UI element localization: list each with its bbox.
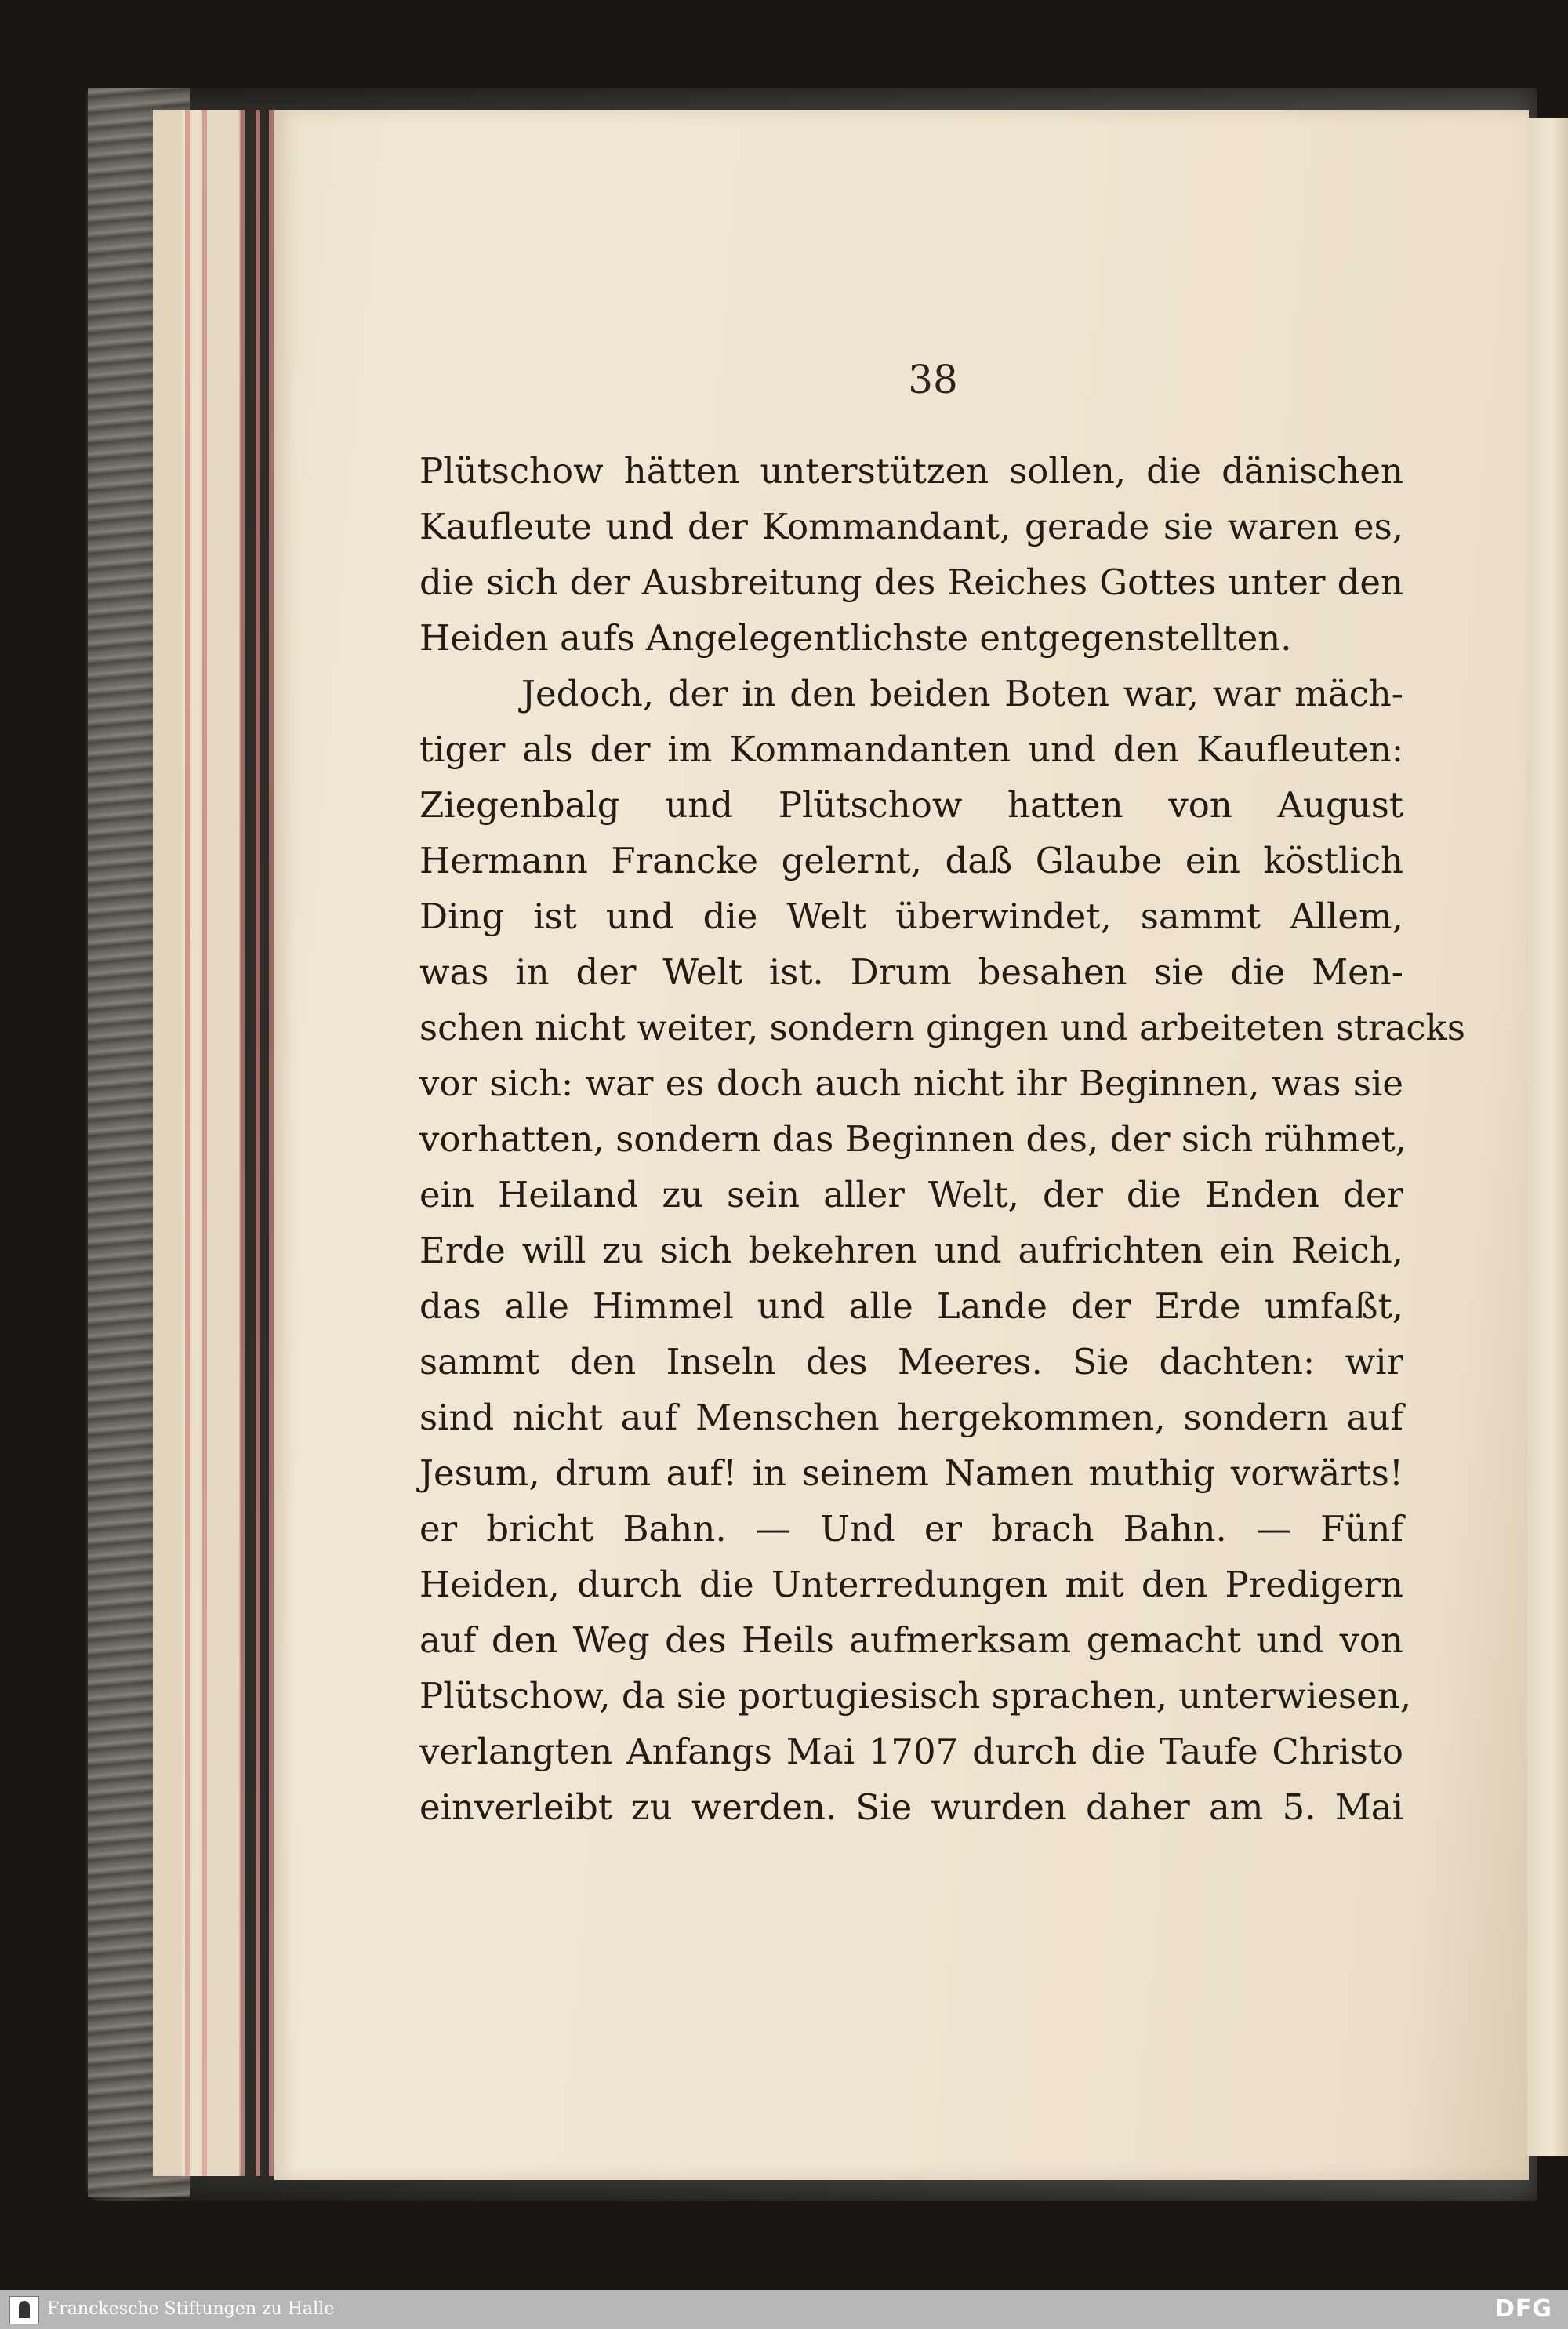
text-line: sammt den Inseln des Meeres. Sie dachten: wir: [419, 1341, 1403, 1383]
text-line: ein Heiland zu sein aller Welt, der die Enden der: [419, 1174, 1403, 1215]
francke-logo-icon: [9, 2296, 39, 2324]
text-line: verlangten Anfangs Mai 1707 durch die Taufe Christo: [419, 1731, 1403, 1772]
text-line: Kaufleute und der Kommandant, gerade sie waren es,: [419, 506, 1403, 547]
viewer-footer: [0, 2290, 1568, 2329]
red-page-edge: [185, 110, 190, 2176]
text-line: Jedoch, der in den beiden Boten war, war mäch-: [521, 673, 1403, 714]
text-line: Erde will zu sich bekehren und aufrichten ein Reich,: [419, 1230, 1403, 1271]
text-line: das alle Himmel und alle Lande der Erde umfaßt,: [419, 1285, 1403, 1327]
text-line: Heiden aufs Angelegentlichste entgegenstellten.: [419, 617, 1292, 659]
red-page-edge: [256, 110, 260, 2176]
text-line: Plütschow hätten unterstützen sollen, die dänischen: [419, 450, 1403, 492]
footer-caption: Franckesche Stiftungen zu Halle: [47, 2299, 335, 2319]
text-line: Jesum, drum auf! in seinem Namen muthig vorwärts!: [419, 1452, 1403, 1494]
text-line: vor sich: war es doch auch nicht ihr Beginnen, was sie: [419, 1063, 1403, 1104]
text-line: einverleibt zu werden. Sie wurden daher am 5. Mai: [419, 1786, 1403, 1828]
red-page-edge: [269, 110, 274, 2176]
text-line: er bricht Bahn. — Und er brach Bahn. — Fünf: [419, 1508, 1403, 1550]
text-line: Ziegenbalg und Plütschow hatten von August: [419, 784, 1403, 826]
text-line: schen nicht weiter, sondern gingen und arbeiteten stracks: [419, 1007, 1465, 1048]
page-number: 38: [908, 357, 958, 402]
red-page-edge: [240, 110, 245, 2176]
page-stack-edge: [153, 110, 186, 2176]
text-line: was in der Welt ist. Drum besahen sie die Men-: [419, 951, 1403, 993]
text-line: die sich der Ausbreitung des Reiches Gottes unter den: [419, 561, 1403, 603]
text-line: auf den Weg des Heils aufmerksam gemacht und von: [419, 1619, 1403, 1661]
text-line: vorhatten, sondern das Beginnen des, der sich rühmet,: [419, 1118, 1406, 1160]
text-line: Hermann Francke gelernt, daß Glaube ein köstlich: [419, 840, 1403, 881]
text-line: tiger als der im Kommandanten und den Kaufleuten:: [419, 728, 1403, 770]
body-text: [419, 443, 1465, 1835]
text-line: Ding ist und die Welt überwindet, sammt Allem,: [419, 896, 1403, 937]
facing-page-edge: [1527, 118, 1568, 2156]
text-line: sind nicht auf Menschen hergekommen, sondern auf: [419, 1397, 1403, 1438]
dfg-logo: DFG: [1494, 2295, 1552, 2323]
text-line: Heiden, durch die Unterredungen mit den Predigern: [419, 1564, 1403, 1605]
text-line: Plütschow, da sie portugiesisch sprachen, unterwiesen,: [419, 1675, 1412, 1717]
red-page-edge: [202, 110, 207, 2176]
